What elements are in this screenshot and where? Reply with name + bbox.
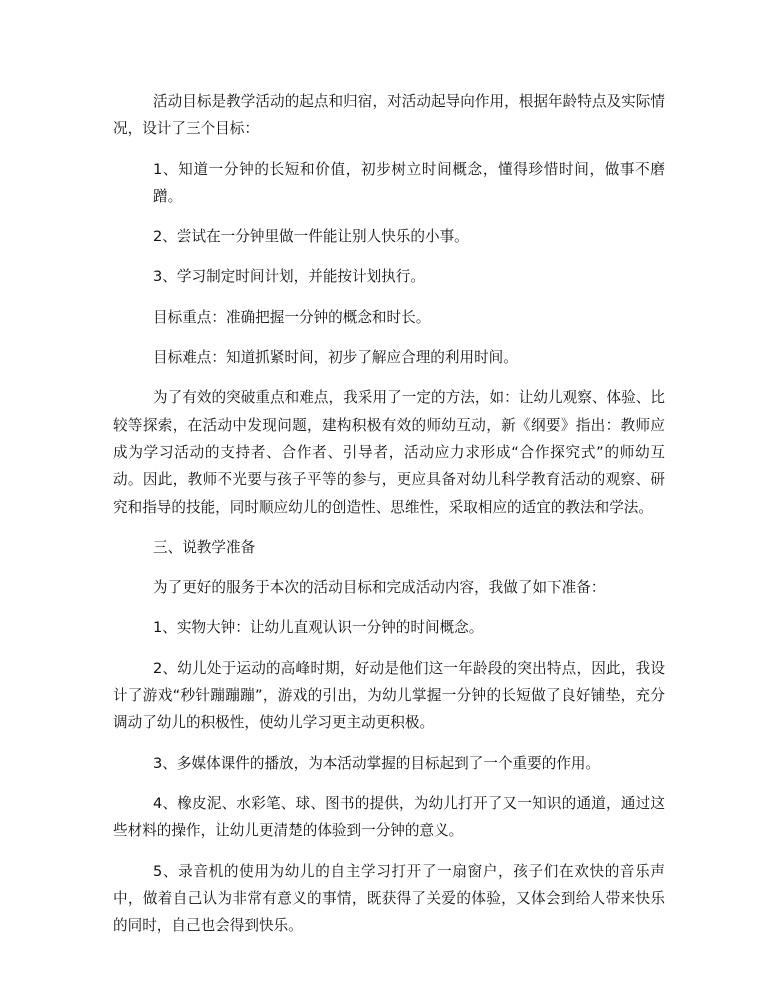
preparation-item-4: 4、橡皮泥、水彩笔、球、图书的提供，为幼儿打开了又一知识的通道，通过这些材料的操作，让幼儿更清楚的体验到一分钟的意义。 <box>113 794 665 840</box>
goal-key-point: 目标重点：准确把握一分钟的概念和时长。 <box>153 308 431 326</box>
goal-item-2: 2、尝试在一分钟里做一件能让别人快乐的小事。 <box>153 228 469 246</box>
document-page <box>113 88 665 952</box>
preparation-item-3: 3、多媒体课件的播放，为本活动掌握的目标起到了一个重要的作用。 <box>153 754 601 772</box>
preparation-item-2: 2、幼儿处于运动的高峰时期，好动是他们这一年龄段的突出特点，因此，我设计了游戏“秒针蹦蹦蹦”，游戏的引出，为幼儿掌握一分钟的长短做了良好铺垫，充分调动了幼儿的积极性，使幼儿学习更主动更积极。 <box>113 659 665 732</box>
goal-item-3: 3、学习制定时间计划，并能按计划执行。 <box>153 268 425 286</box>
paragraph-methods: 为了有效的突破重点和难点，我采用了一定的方法，如：让幼儿观察、体验、比较等探索，在活动中发现问题，建构积极有效的师幼互动，新《纲要》指出：教师应成为学习活动的支持者、合作者、引导者，活动应力求形成“合作探究式”的师幼互动。因此，教师不光要与孩子平等的参与，更应具备对幼儿科学教育活动的观察、研究和指导的技能，同时顺应幼儿的创造性、思维性，采取相应的适宜的教法和学法。 <box>113 389 665 516</box>
preparation-item-1: 1、实物大钟：让幼儿直观认识一分钟的时间概念。 <box>153 619 484 637</box>
goal-difficult-point: 目标难点：知道抓紧时间，初步了解应合理的利用时间。 <box>153 349 518 367</box>
paragraph-preparation-intro: 为了更好的服务于本次的活动目标和完成活动内容，我做了如下准备： <box>153 579 606 597</box>
section-heading-preparation: 三、说教学准备 <box>153 538 256 556</box>
paragraph-goals-intro: 活动目标是教学活动的起点和归宿，对活动起导向作用，根据年龄特点及实际情况，设计了三个目标： <box>113 93 665 138</box>
preparation-item-5: 5、录音机的使用为幼儿的自主学习打开了一扇窗户，孩子们在欢快的音乐声中，做着自己认为非常有意义的事情，既获得了关爱的体验，又体会到给人带来快乐的同时，自己也会得到快乐。 <box>113 862 665 935</box>
goal-item-1: 1、知道一分钟的长短和价值，初步树立时间概念，懂得珍惜时间，做事不磨蹭。 <box>153 160 665 205</box>
